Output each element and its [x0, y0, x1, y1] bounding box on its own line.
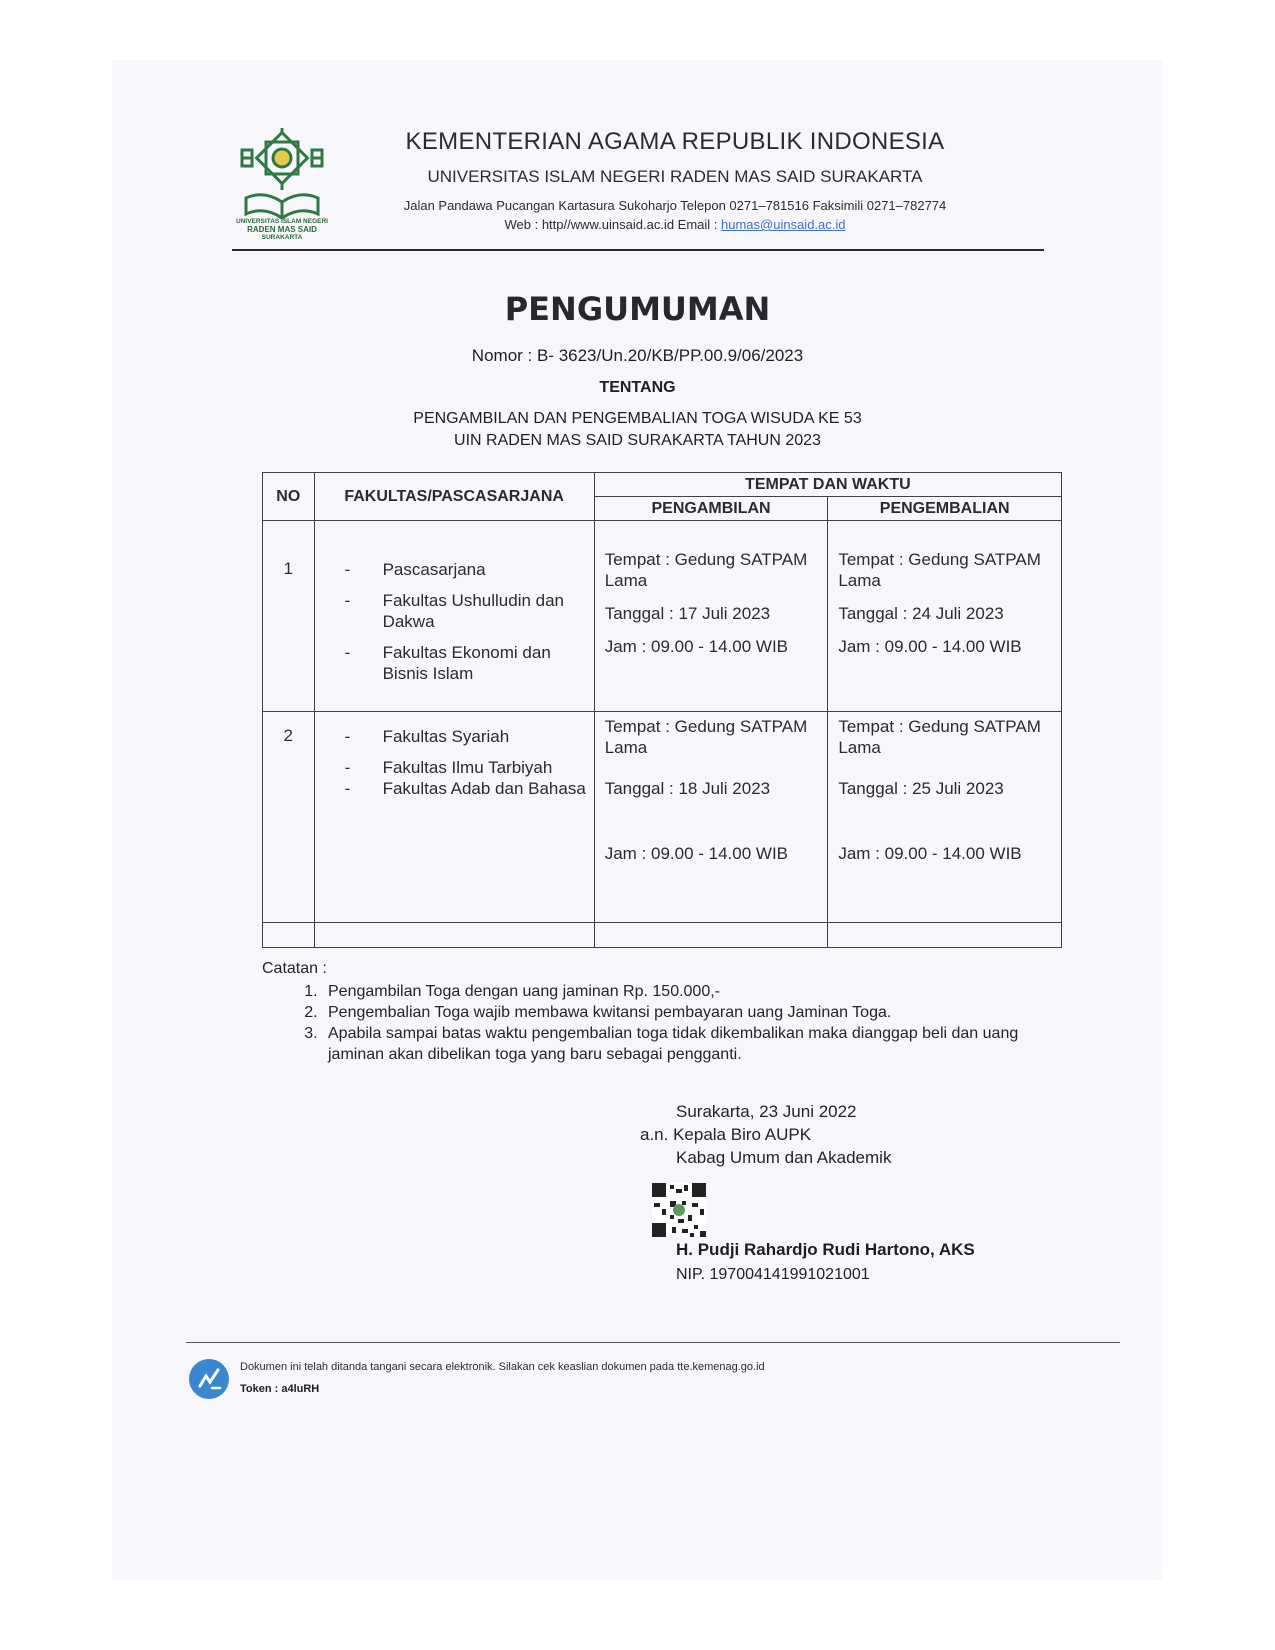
tempat-text: Tempat : Gedung SATPAM Lama	[604, 717, 808, 757]
fakultas-item: - Pascasarjana	[345, 559, 594, 580]
letter-number: Nomor : B- 3623/Un.20/KB/PP.00.9/06/2023	[471, 346, 804, 365]
tentang-label: TENTANG	[599, 379, 676, 396]
fakultas-item: - Fakultas Adab dan Bahasa	[345, 778, 594, 799]
tempat-text: Tempat : Gedung SATPAM Lama	[604, 550, 808, 590]
header-pengambilan: PENGAMBILAN	[594, 497, 828, 521]
jam-text: Jam : 09.00 - 14.00 WIB	[838, 844, 1022, 863]
fakultas-item: - Fakultas Syariah	[345, 726, 594, 747]
university-name: UNIVERSITAS ISLAM NEGERI RADEN MAS SAID SURAKARTA	[427, 167, 923, 186]
tanggal-text: Tanggal : 18 Juli 2023	[604, 779, 771, 798]
e-signature-icon	[188, 1358, 230, 1400]
announcement-title: PENGUMUMAN	[504, 290, 771, 328]
row-number: 2	[263, 712, 315, 923]
table-row	[263, 712, 1062, 923]
an-line: a.n. Kepala Biro AUPK	[640, 1125, 812, 1144]
signer-nip: NIP. 197004141991021001	[676, 1266, 870, 1283]
email-link[interactable]: humas@uinsaid.ac.id	[721, 217, 846, 232]
jam-text: Jam : 09.00 - 14.00 WIB	[838, 637, 1022, 656]
qr-code-icon	[652, 1183, 706, 1237]
signature-block	[640, 1100, 1060, 1169]
notes-list	[262, 981, 1042, 1065]
table-row	[263, 521, 1062, 712]
signer-name: H. Pudji Rahardjo Rudi Hartono, AKS	[676, 1240, 975, 1259]
e-signature-notice: Dokumen ini telah ditanda tangani secara elektronik. Silakan cek keaslian dokumen pada tte.kemenag.go.id	[240, 1361, 765, 1373]
tempat-text: Tempat : Gedung SATPAM Lama	[838, 550, 1041, 590]
pengembalian-cell	[828, 521, 1062, 712]
header-fakultas: FAKULTAS/PASCASARJANA	[314, 473, 594, 521]
pengambilan-cell	[594, 712, 828, 923]
notes-label: Catatan :	[262, 960, 327, 977]
notes-section	[262, 958, 1042, 1065]
row-number: 1	[263, 521, 315, 712]
fakultas-item: - Fakultas Ekonomi dan Bisnis Islam	[345, 642, 594, 684]
web-label: Web : http//www.uinsaid.ac.id Email :	[504, 217, 722, 232]
pengambilan-cell	[594, 521, 828, 712]
header-no: NO	[263, 473, 315, 521]
ministry-name: KEMENTERIAN AGAMA REPUBLIK INDONESIA	[405, 128, 945, 155]
jam-text: Jam : 09.00 - 14.00 WIB	[604, 637, 789, 656]
token-text: Token : a4luRH	[240, 1383, 320, 1395]
fakultas-item: - Fakultas Ilmu Tarbiyah	[345, 757, 594, 778]
address-line: Jalan Pandawa Pucangan Kartasura Sukoharjo Telepon 0271–781516 Faksimili 0271–782774	[403, 198, 947, 213]
schedule-table	[262, 472, 1062, 948]
tanggal-text: Tanggal : 25 Juli 2023	[838, 779, 1004, 798]
logo-caption: UNIVERSITAS ISLAM NEGERI RADEN MAS SAID SURAKARTA	[236, 218, 328, 241]
jam-text: Jam : 09.00 - 14.00 WIB	[604, 844, 789, 863]
fakultas-cell	[314, 712, 594, 923]
contact-line	[345, 217, 1005, 232]
footer-divider	[186, 1342, 1120, 1343]
tempat-text: Tempat : Gedung SATPAM Lama	[838, 717, 1041, 757]
note-item: 2. Pengembalian Toga wajib membawa kwitansi pembayaran uang Jaminan Toga.	[322, 1002, 1042, 1023]
subject-line-2: UIN RADEN MAS SAID SURAKARTA TAHUN 2023	[454, 432, 821, 449]
note-item: 3. Apabila sampai batas waktu pengembalian toga tidak dikembalikan maka dianggap beli dan uang jaminan akan dibelikan toga yang baru sebagai pengganti.	[322, 1023, 1042, 1065]
signer-position: Kabag Umum dan Akademik	[676, 1148, 892, 1167]
header-pengembalian: PENGEMBALIAN	[828, 497, 1062, 521]
header-tempat-waktu: TEMPAT DAN WAKTU	[594, 473, 1061, 497]
note-item: 1. Pengambilan Toga dengan uang jaminan Rp. 150.000,-	[322, 981, 1042, 1002]
fakultas-item: - Fakultas Ushulludin dan Dakwa	[345, 590, 594, 632]
fakultas-cell	[314, 521, 594, 712]
letterhead-divider	[232, 249, 1044, 251]
place-date: Surakarta, 23 Juni 2022	[676, 1102, 857, 1121]
tanggal-text: Tanggal : 24 Juli 2023	[838, 604, 1004, 623]
empty-row	[263, 923, 1062, 948]
subject-line-1: PENGAMBILAN DAN PENGEMBALIAN TOGA WISUDA KE 53	[413, 410, 862, 427]
pengembalian-cell	[828, 712, 1062, 923]
tanggal-text: Tanggal : 17 Juli 2023	[604, 604, 771, 623]
